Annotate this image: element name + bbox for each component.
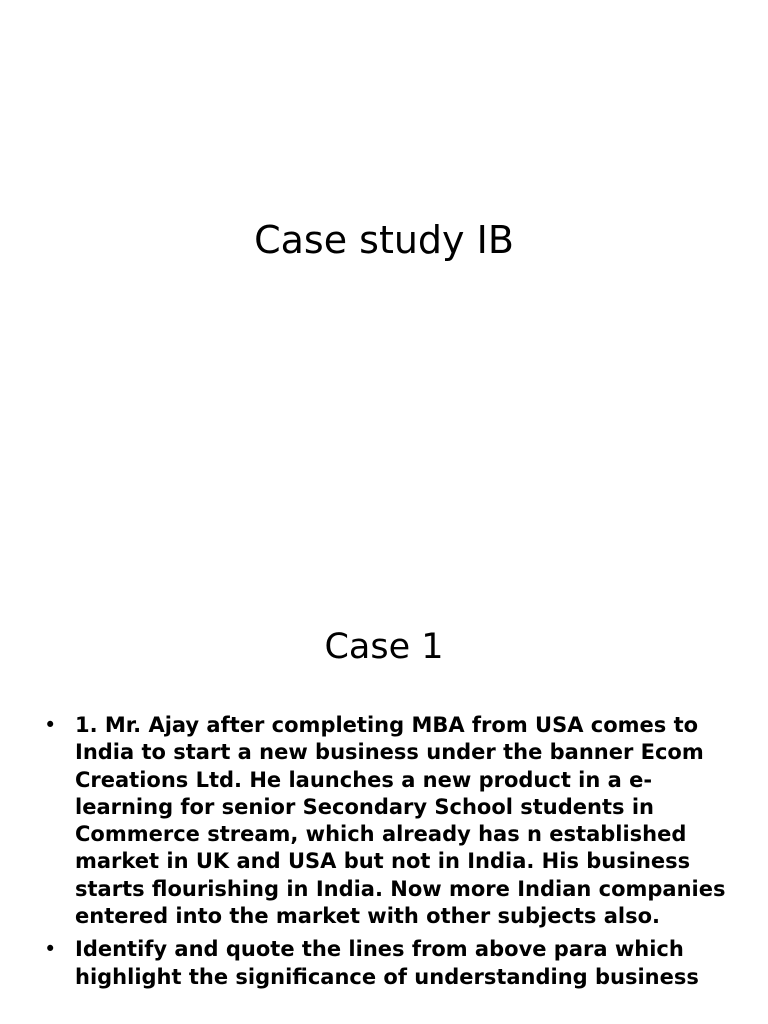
slide-title: Case 1 xyxy=(324,627,444,667)
bullet-text: 1. Mr. Ajay after completing MBA from USA comes to India to start a new business under the banner Ecom Creations Ltd. He launches a new product in a e-learning for senior Secondary School students in Commerce stream, which already has n established market in UK and USA but not in India. His business starts flourishing in India. Now more Indian companies entered into the market with other subjects also. xyxy=(75,713,726,929)
bullet-item xyxy=(0,936,768,991)
bullet-icon: • xyxy=(44,937,57,962)
bullet-icon: • xyxy=(44,713,57,737)
bullet-text: Identify and quote the lines from above para which highlight the significance of understanding business xyxy=(75,937,699,989)
slide-case-1 xyxy=(0,576,768,1024)
bullet-item xyxy=(0,712,768,930)
slide-title: Case study IB xyxy=(254,218,514,262)
bullet-list xyxy=(0,712,768,997)
